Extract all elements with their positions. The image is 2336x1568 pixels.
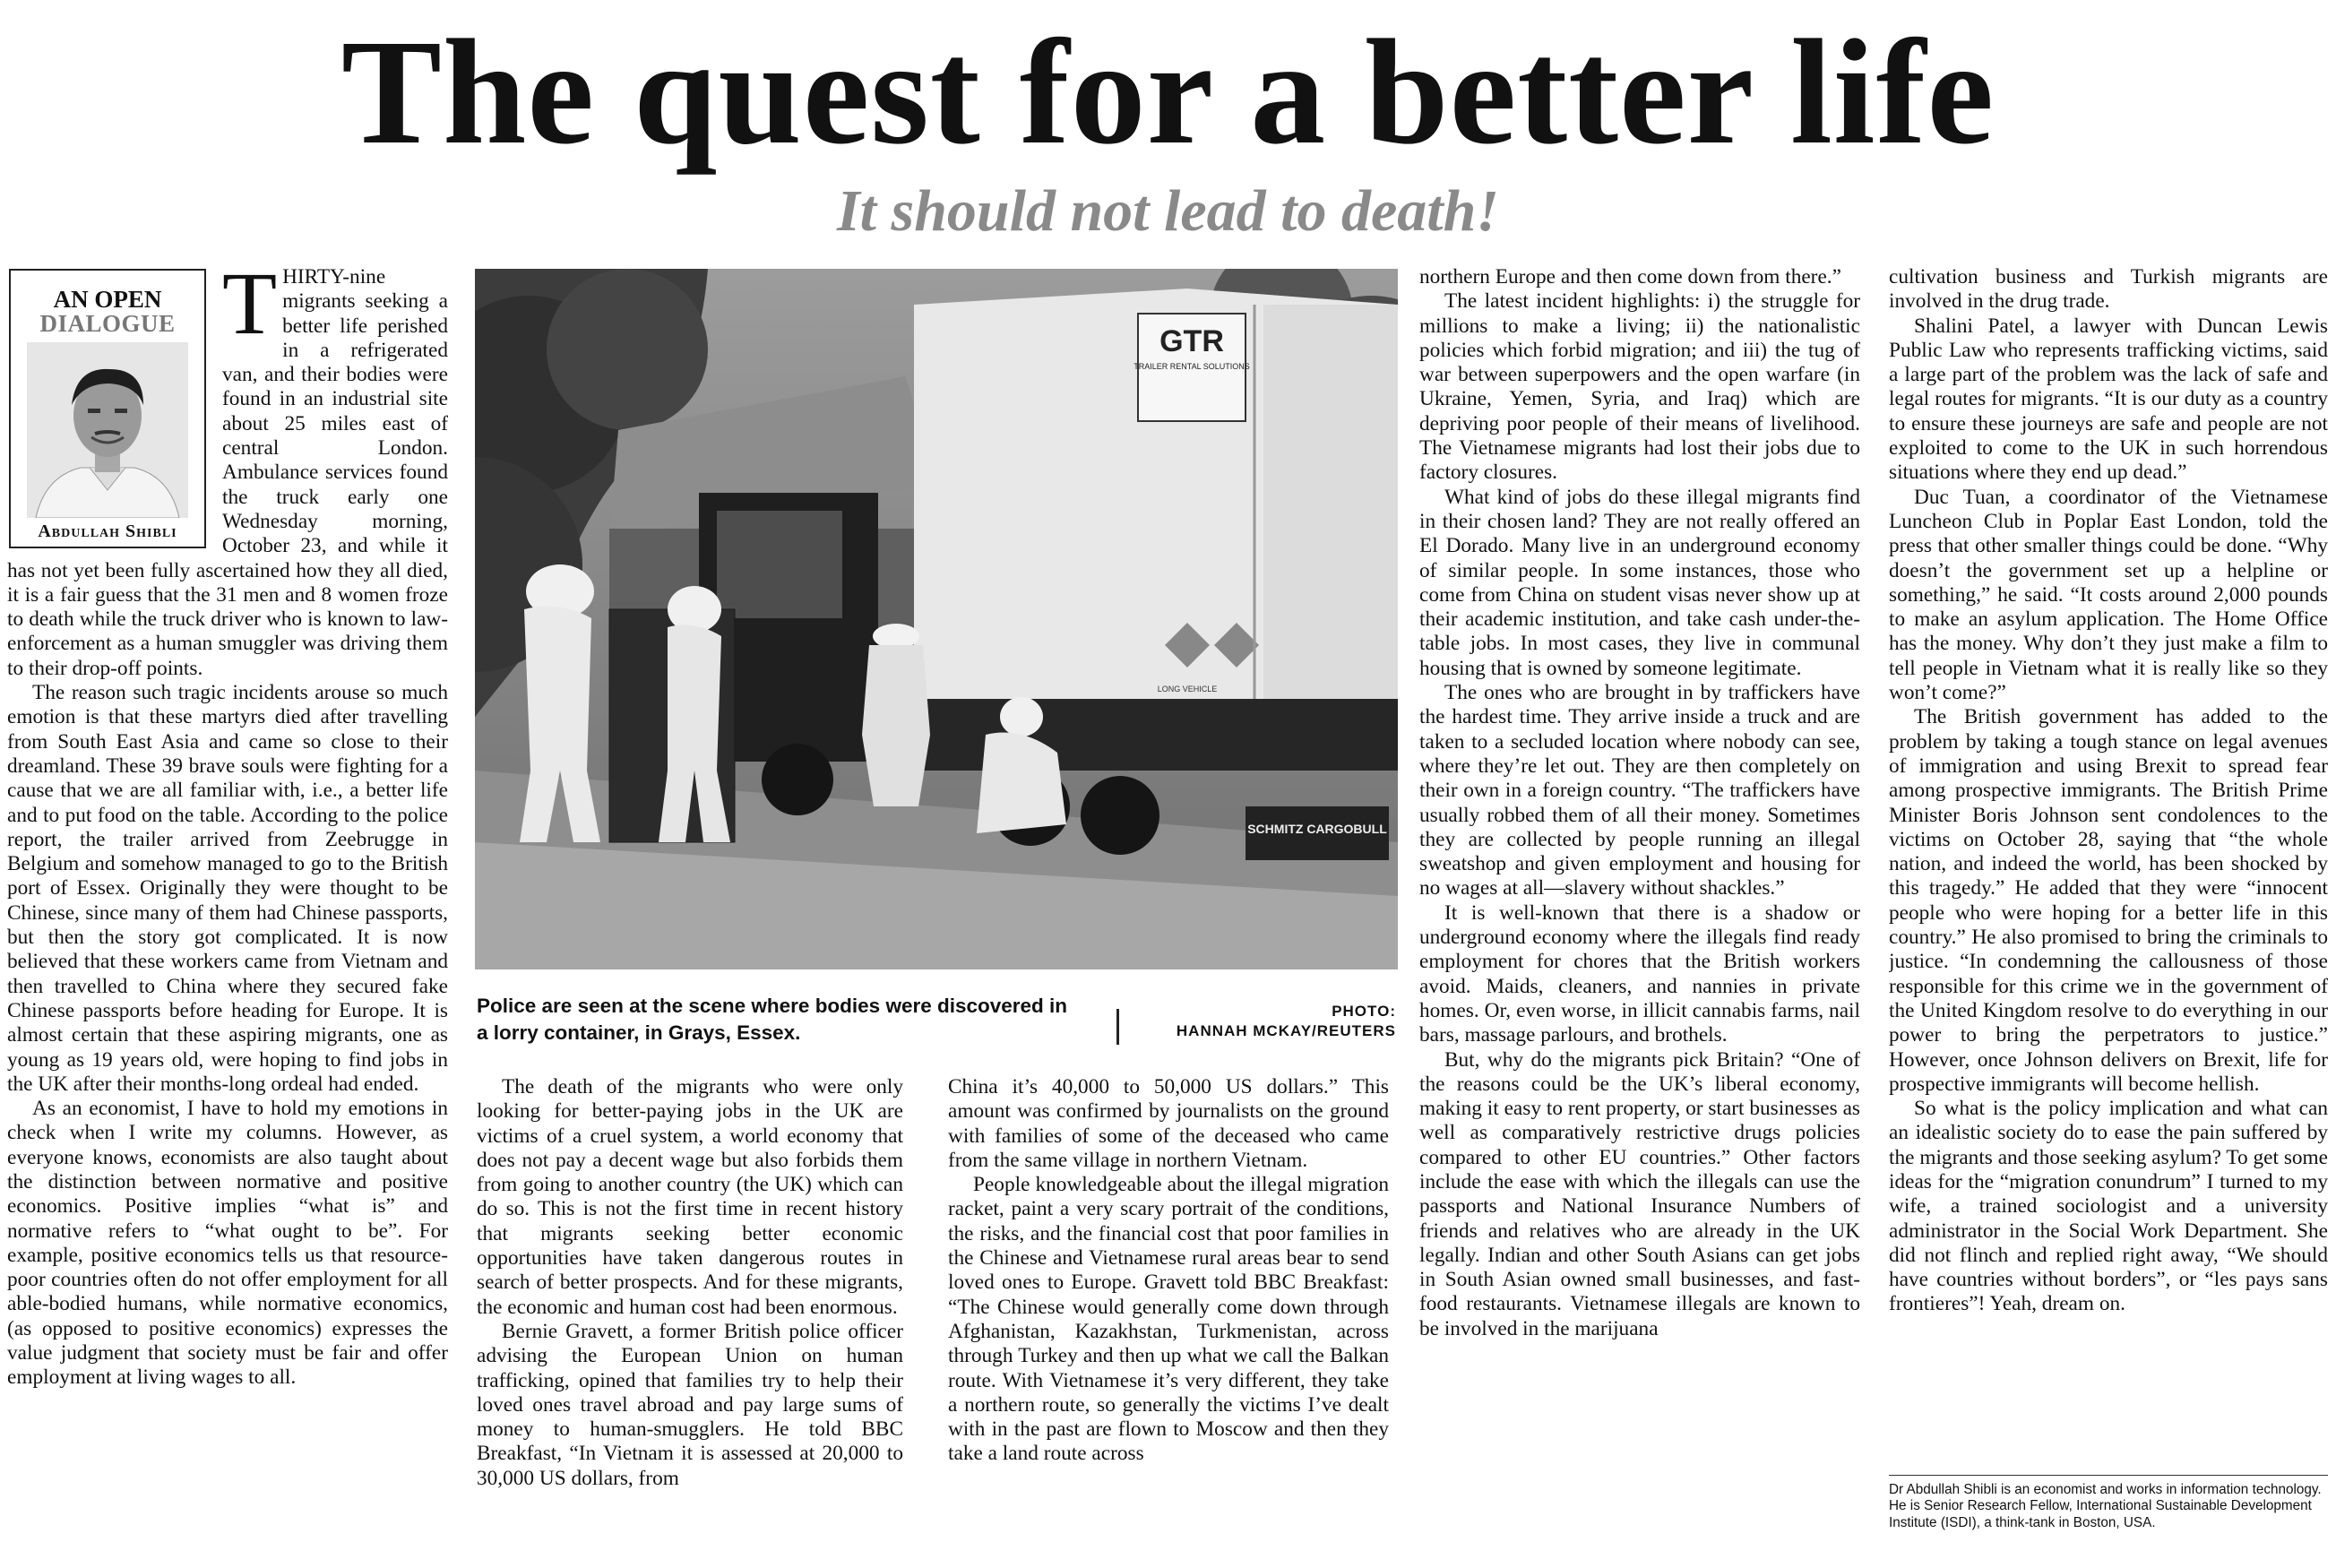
trailer-brand: SCHMITZ CARGOBULL [1247,822,1387,836]
long-vehicle-text: LONG VEHICLE [1157,685,1218,694]
column-1 [7,265,448,1564]
truck-logo-sub: TRAILER RENTAL SOLUTIONS [1134,362,1250,371]
paragraph: The latest incident highlights: i) the struggle for millions to make a living; ii) the nationalistic policies which forbid migration; and iii) the tug of war between superpowers and the open warfare (in Ukraine, Yemen, Syria, and Iraq) which are depriving poor people of their means of livelihood. The Vietnamese migrants had lost their jobs due to factory closures. [1419,289,1860,485]
news-photo [475,269,1398,969]
paragraph: Bernie Gravett, a former British police officer advising the European Union on human trafficking, opined that families try to help their loved ones travel abroad and pay large sums of money to human-smugglers. He told BBC Breakfast, “In Vietnam it is assessed at 20,000 to 30,000 US dollars, from [477,1319,903,1490]
author-byline: Abdullah Shibli [38,521,177,541]
paragraph: cultivation business and Turkish migrants are involved in the drug trade. [1889,265,2328,314]
drop-cap: T [222,265,278,353]
author-bio: Dr Abdullah Shibli is an economist and works in information technology. He is Senior Research Fellow, International Sustainable Development Institute (ISDI), a think-tank in Boston, USA. [1889,1482,2322,1530]
subheadline: It should not lead to death! [837,178,1499,244]
column-kicker-line2: DIALOGUE [39,310,176,337]
intro-text: HIRTY-nine migrants seeking a better life perished in a refrigerated van, and their bodies were found in an industrial site about 25 miles east of central London. Ambulance services found the truck early one Wednesday morning, October 23, and while it has not yet been fully ascertained how they all died, it is a fair guess that the 31 men and 8 women froze to death while the truck driver who is known to law-enforcement as a human smuggler was driving them to their drop-off points. [7,265,448,680]
paragraph: The reason such tragic incidents arouse so much emotion is that these martyrs died after travelling from South East Asia and came so close to their dreamland. These 39 brave souls were fighting for a cause that we are all familiar with, i.e., a better life and to put food on the table. According to the police report, the trailer arrived from Zeebrugge in Belgium and somehow managed to go to the British port of Essex. Originally they were thought to be Chinese, since many of them had Chinese passports, but then the story got complicated. It is now believed that these workers came from Vietnam and then travelled to China where they secured fake Chinese passports before heading for Europe. It is almost certain that these aspiring migrants, one as young as 19 years old, were hoping to find jobs in the UK after their months-long ordeal had ended. [7,681,448,1096]
paragraph: So what is the policy implication and what can an idealistic society do to ease the pain suffered by the migrants and those seeking asylum? To get some ideas for the “migration conundrum” I turned to my wife, a trained sociologist and a university administrator in the Social Work Department. She did not flinch and replied right away, “We should have countries without borders”, or “les pays sans frontieres”! Yeah, dream on. [1889,1097,2328,1316]
column-kicker-line1: AN OPEN [53,286,162,313]
paragraph: People knowledgeable about the illegal migration racket, paint a very scary portrait of the conditions, the risks, and the financial cost that poor families in the Chinese and Vietnamese rural areas bear to send loved ones to Europe. Gravett told BBC Breakfast: “The Chinese would generally come down through Afghanistan, Kazakhstan, Turkmenistan, across through Turkey and then up what we call the Balkan route. With Vietnamese it’s very different, they take a northern route, so generally the victims I’ve dealt with in the past are flown to Moscow and then they take a land route across [948,1173,1389,1466]
photo-credit [1129,1002,1396,1041]
author-bio-rule [1889,1475,2328,1476]
paragraph: northern Europe and then come down from there.” [1419,265,1841,289]
paragraph: Shalini Patel, a lawyer with Duncan Lewis Public Law who represents trafficking victims, said a large part of the problem was the lack of safe and legal routes for migrants. “It is our duty as a country to ensure these journeys are safe and people are not exploited to come to the UK in such horrendous situations where they end up dead.” [1889,314,2328,485]
column-5 [1889,265,2328,1466]
paragraph: Duc Tuan, a coordinator of the Vietnamese Luncheon Club in Poplar East London, told the press that other smaller things could be done. “Why doesn’t the government set up a helpline or something,” he said. “It costs around 2,000 pounds to make an asylum application. The Home Office has the money. Why don’t they just make a film to tell people in Vietnam what it is really like so they won’t come?” [1889,485,2328,705]
box-spacer [7,265,222,554]
caption-divider [1116,1009,1119,1045]
photo-credit-label: PHOTO: [1332,1003,1396,1020]
paragraph: China it’s 40,000 to 50,000 US dollars.” This amount was confirmed by journalists on the ground with families of some of the deceased who came from the same village in northern Vietnam. [948,1075,1389,1172]
paragraph: The death of the migrants who were only looking for better-paying jobs in the UK are victims of a cruel system, a world economy that does not pay a decent wage but also forbids them from going to another country (the UK) which can do so. This is not the first time in recent history that migrants seeking better economic opportunities have taken dangerous routes in search of better prospects. And for these migrants, the economic and human cost had been enormous. [477,1075,903,1319]
paragraph: The ones who are brought in by traffickers have the hardest time. They arrive inside a truck and are taken to a secluded location where nobody can see, where they’re let out. They are then completely on their own in a foreign country. “The traffickers have usually robbed them of all their money. Sometimes they are collected by people running an illegal sweatshop and given employment and housing for no wages at all—slavery without shackles.” [1419,681,1860,900]
paragraph: As an economist, I have to hold my emotions in check when I write my columns. However, as everyone knows, economists are also taught about the distinction between normative and positive economics. Positive implies “what is” and normative refers to “what ought to be”. For example, positive economics tells us that resource-poor countries often do not offer employment for all able-bodied humans, while normative economics, (as opposed to positive economics) expresses the value judgment that society must be fair and offer employment at living wages to all. [7,1097,448,1390]
paragraph: The British government has added to the problem by taking a tough stance on legal avenues of immigration and using Brexit to spread fear among prospective immigrants. The British Prime Minister Boris Johnson sent condolences to the victims on October 28, saying that “the whole nation, and indeed the world, has been shocked by this tragedy.” He added that they were “innocent people who were hoping for a better life in this country.” He also promised to bring the criminals to justice. “In condemning the callousness of those responsible for this crime we in the government of the United Kingdom resolve to do everything in our power to bring the perpetrators to justice.” However, once Johnson delivers on Brexit, life for prospective immigrants will become hellish. [1889,705,2328,1096]
paragraph: What kind of jobs do these illegal migrants find in their chosen land? They are not really offered an El Dorado. Many live in an underground economy of similar people. In some instances, those who come from China on student visas never show up at their academic institution, and take cash under-the-table jobs. In most cases, they live in communal housing that is owned by someone legitimate. [1419,485,1860,680]
column-2 [477,1075,903,1564]
paragraph: But, why do the migrants pick Britain? “One of the reasons could be the UK’s liberal economy, making it easy to rent property, or start businesses as well as comparatively restrictive drugs policies compared to other EU countries.” Other factors include the ease with which the illegals can use the passports and National Insurance Numbers of friends and relatives who are already in the UK legally. Indian and other South Asians can get jobs in South Asian owned small businesses, and fast-food restaurants. Vietnamese illegals are known to be involved in the marijuana [1419,1047,1860,1340]
column-4 [1419,265,1860,1564]
truck-logo: GTR [1159,324,1224,358]
photo-credit-name: HANNAH MCKAY/REUTERS [1176,1022,1396,1039]
paragraph: It is well-known that there is a shadow or underground economy where the illegals find ready employment for chores that the British workers avoid. Maids, cleaners, and nannies in private homes. Or, even worse, in illicit cannabis farms, nail bars, massage parlours, and brothels. [1419,900,1860,1047]
headline: The quest for a better life [340,9,1996,176]
photo-caption: Police are seen at the scene where bodies were discovered in a lorry container, in Grays, Essex. [477,995,1068,1044]
column-3 [948,1075,1389,1564]
